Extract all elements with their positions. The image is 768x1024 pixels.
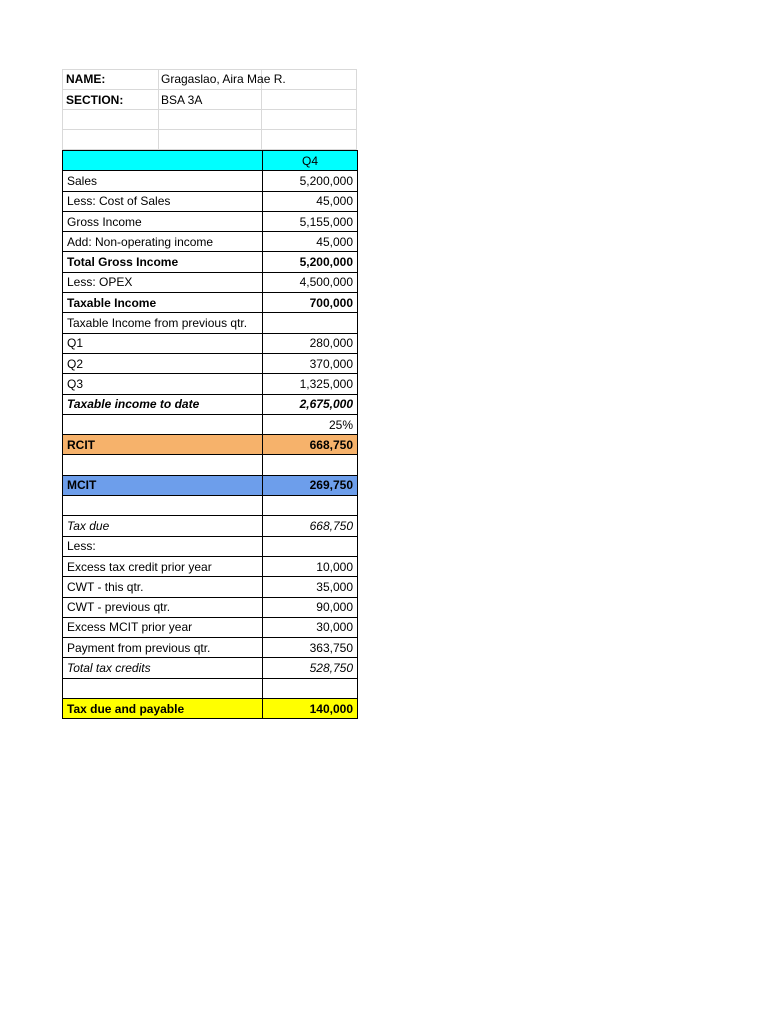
row-label: Q2	[63, 353, 263, 373]
row-value: 45,000	[263, 191, 358, 211]
table-row	[63, 577, 358, 597]
row-label	[63, 678, 263, 698]
row-value: 370,000	[263, 353, 358, 373]
row-label: MCIT	[63, 475, 263, 495]
table-row	[63, 617, 358, 637]
tax-payable-row	[63, 699, 358, 719]
row-label: Taxable Income	[63, 293, 263, 313]
name-label: NAME:	[66, 72, 106, 86]
table-row	[63, 597, 358, 617]
table-row	[63, 516, 358, 536]
table-row	[63, 414, 358, 434]
row-label: Payment from previous qtr.	[63, 638, 263, 658]
section-label: SECTION:	[66, 93, 124, 107]
column-header-q4: Q4	[263, 151, 358, 171]
row-value: 668,750	[263, 516, 358, 536]
row-value: 363,750	[263, 638, 358, 658]
row-label	[63, 414, 263, 434]
row-label: Total tax credits	[63, 658, 263, 678]
row-value: 25%	[263, 414, 358, 434]
row-value	[263, 313, 358, 333]
table-row	[63, 638, 358, 658]
table-row	[63, 658, 358, 678]
row-label: Tax due	[63, 516, 263, 536]
table-row	[63, 455, 358, 475]
row-value: 528,750	[263, 658, 358, 678]
mcit-row	[63, 475, 358, 495]
table-row	[63, 191, 358, 211]
name-value: Gragaslao, Aira Mae R.	[161, 72, 286, 86]
row-label: Q1	[63, 333, 263, 353]
table-row	[63, 536, 358, 556]
row-value: 45,000	[263, 232, 358, 252]
tax-computation-table	[62, 150, 358, 719]
row-value: 4,500,000	[263, 272, 358, 292]
table-row	[63, 211, 358, 231]
row-value: 30,000	[263, 617, 358, 637]
table-row	[63, 293, 358, 313]
row-value: 35,000	[263, 577, 358, 597]
table-row	[63, 678, 358, 698]
row-value: 5,200,000	[263, 252, 358, 272]
row-value	[263, 455, 358, 475]
row-label: Less: Cost of Sales	[63, 191, 263, 211]
section-value: BSA 3A	[161, 93, 203, 107]
row-value: 10,000	[263, 556, 358, 576]
row-value: 700,000	[263, 293, 358, 313]
table-row	[63, 313, 358, 333]
table-row	[63, 333, 358, 353]
table-row	[63, 232, 358, 252]
table-row	[63, 171, 358, 191]
row-label: Taxable Income from previous qtr.	[63, 313, 263, 333]
table-row	[63, 353, 358, 373]
row-label	[63, 455, 263, 475]
row-label: Add: Non-operating income	[63, 232, 263, 252]
table-row	[63, 272, 358, 292]
table-row	[63, 496, 358, 516]
row-label: Taxable income to date	[63, 394, 263, 414]
row-value	[263, 678, 358, 698]
header-blank-cell	[63, 151, 263, 171]
row-value: 90,000	[263, 597, 358, 617]
table-row	[63, 374, 358, 394]
row-label: Tax due and payable	[63, 699, 263, 719]
row-value: 1,325,000	[263, 374, 358, 394]
row-label	[63, 496, 263, 516]
table-row	[63, 252, 358, 272]
row-label: Total Gross Income	[63, 252, 263, 272]
row-label: Excess tax credit prior year	[63, 556, 263, 576]
rcit-row	[63, 435, 358, 455]
row-label: CWT - previous qtr.	[63, 597, 263, 617]
table-row	[63, 556, 358, 576]
row-value: 668,750	[263, 435, 358, 455]
row-value: 269,750	[263, 475, 358, 495]
row-value: 140,000	[263, 699, 358, 719]
row-label: Excess MCIT prior year	[63, 617, 263, 637]
row-value: 280,000	[263, 333, 358, 353]
row-value: 2,675,000	[263, 394, 358, 414]
row-value	[263, 496, 358, 516]
row-label: Q3	[63, 374, 263, 394]
row-label: RCIT	[63, 435, 263, 455]
row-label: Less: OPEX	[63, 272, 263, 292]
row-value: 5,200,000	[263, 171, 358, 191]
table-header-row	[63, 151, 358, 171]
row-label: CWT - this qtr.	[63, 577, 263, 597]
row-value: 5,155,000	[263, 211, 358, 231]
row-label: Sales	[63, 171, 263, 191]
row-value	[263, 536, 358, 556]
table-row	[63, 394, 358, 414]
row-label: Less:	[63, 536, 263, 556]
row-label: Gross Income	[63, 211, 263, 231]
